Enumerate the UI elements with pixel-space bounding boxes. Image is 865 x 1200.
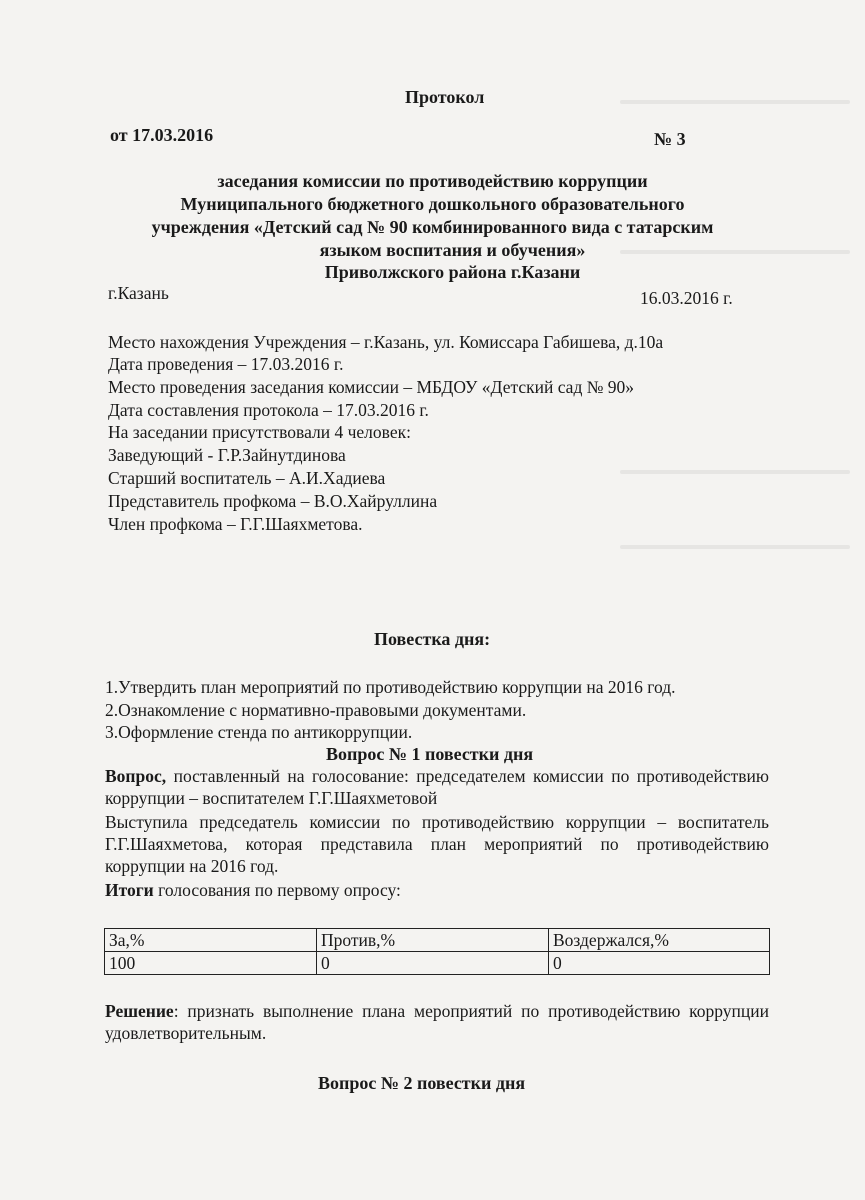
bleed-through-mark: [620, 470, 850, 474]
question-2-heading: Вопрос № 2 повестки дня: [318, 1073, 526, 1093]
table-header-abstained: Воздержался,%: [549, 929, 770, 952]
place-date: 16.03.2016 г.: [640, 288, 733, 308]
city: г.Казань: [108, 283, 169, 303]
subtitle-line: заседания комиссии по противодействию коррупции: [217, 171, 648, 191]
agenda-item: 1.Утвердить план мероприятий по противодействию коррупции на 2016 год.: [105, 677, 676, 697]
detail-line: Дата проведения – 17.03.2016 г.: [108, 354, 344, 374]
decision-label: Решение: [105, 1001, 174, 1021]
subtitle-line: учреждения «Детский сад № 90 комбинированного вида с татарским: [151, 217, 714, 237]
question-1-vote-paragraph: [105, 765, 769, 809]
detail-line: Член профкома – Г.Г.Шаяхметова.: [108, 514, 363, 534]
document-title: Протокол: [405, 87, 485, 107]
subtitle-line: Муниципального бюджетного дошкольного образовательного: [180, 194, 685, 214]
bleed-through-mark: [620, 100, 850, 104]
detail-line: Представитель профкома – В.О.Хайруллина: [108, 491, 438, 511]
question-1-speech: Выступила председатель комиссии по противодействию коррупции – воспитатель Г.Г.Шаяхметова, которая представила план мероприятий по противодействию коррупции на 2016 год.: [105, 812, 769, 876]
results-line: [105, 879, 401, 901]
protocol-number: № 3: [654, 129, 686, 149]
detail-line: Заведующий - Г.Р.Зайнутдинова: [108, 445, 346, 465]
table-cell-abstained: 0: [549, 952, 770, 975]
table-header-for: За,%: [105, 929, 317, 952]
detail-line: На заседании присутствовали 4 человек:: [108, 422, 411, 442]
detail-line: Место проведения заседания комиссии – МБДОУ «Детский сад № 90»: [108, 377, 635, 397]
table-cell-against: 0: [317, 952, 549, 975]
vote-results-table: [104, 928, 770, 975]
table-header-row: [105, 929, 770, 952]
decision-paragraph: [105, 1000, 769, 1044]
agenda-title: Повестка дня:: [374, 629, 491, 649]
detail-line: Старший воспитатель – А.И.Хадиева: [108, 468, 386, 488]
agenda-item: 3.Оформление стенда по антикоррупции.: [105, 722, 413, 742]
detail-line: Место нахождения Учреждения – г.Казань, ул. Комиссара Габишева, д.10а: [108, 332, 664, 352]
decision-text: : признать выполнение плана мероприятий по противодействию коррупции удовлетворительным.: [105, 1001, 769, 1043]
results-text: голосования по первому опросу:: [153, 880, 401, 900]
bleed-through-mark: [620, 545, 850, 549]
detail-line: Дата составления протокола – 17.03.2016 г.: [108, 400, 429, 420]
table-row: [105, 952, 770, 975]
question-1-heading: Вопрос № 1 повестки дня: [326, 744, 534, 764]
table-cell-for: 100: [105, 952, 317, 975]
subtitle-line: языком воспитания и обучения»: [319, 240, 586, 260]
results-label: Итоги: [105, 880, 154, 900]
protocol-date: от 17.03.2016: [110, 125, 214, 145]
vote-text: поставленный на голосование: председателем комиссии по противодействию коррупции – воспитателем Г.Г.Шаяхметовой: [105, 766, 769, 808]
table-header-against: Против,%: [317, 929, 549, 952]
vote-label: Вопрос,: [105, 766, 167, 786]
subtitle-line: Приволжского района г.Казани: [324, 262, 581, 282]
agenda-item: 2.Ознакомление с нормативно-правовыми документами.: [105, 700, 527, 720]
